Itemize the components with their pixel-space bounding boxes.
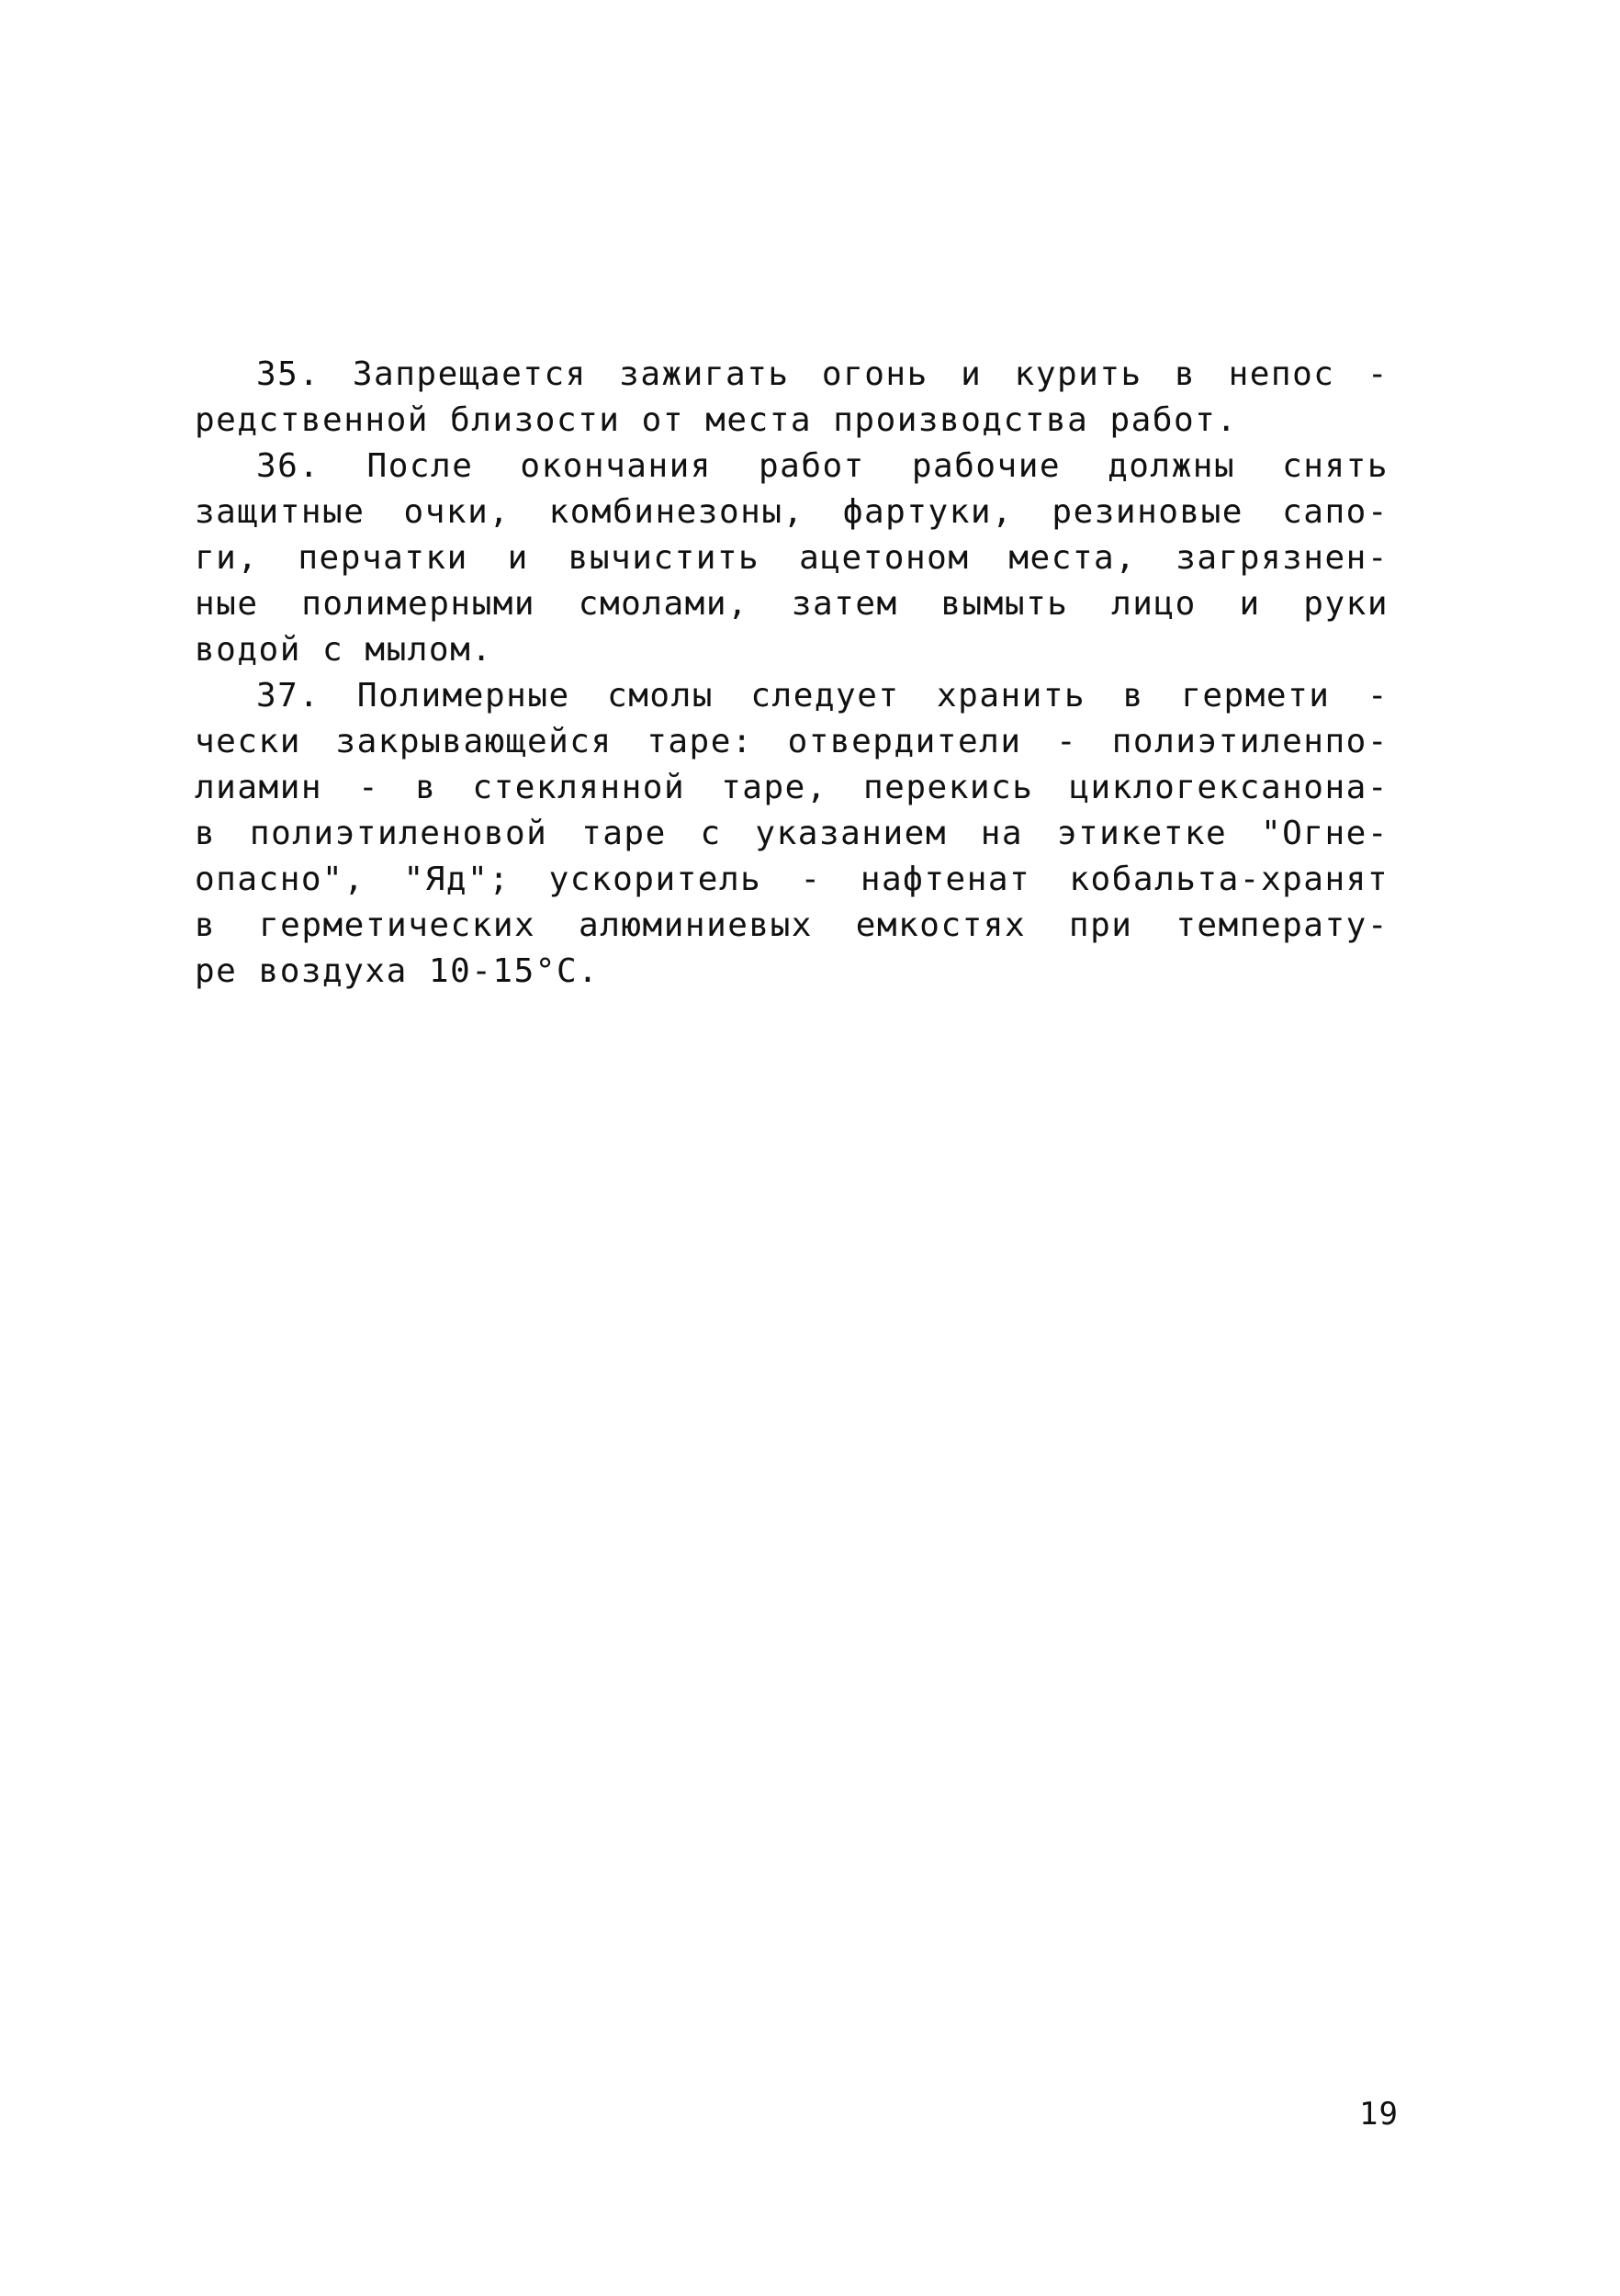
paragraph-line: 37. Полимерные смолы следует хранить в гермети - (256, 677, 1389, 715)
paragraph-line: защитные очки, комбинезоны, фартуки, резиновые сапо- (195, 493, 1389, 531)
paragraph-line: в герметических алюминиевых емкостях при температу- (195, 906, 1389, 944)
paragraph-line: 35. Запрещается зажигать огонь и курить в непос - (256, 355, 1389, 393)
paragraph-line: редственной близости от места производства работ. (195, 401, 1238, 439)
paragraph-35 (195, 352, 1389, 444)
paragraph-line: водой с мылом. (195, 631, 493, 669)
paragraph-line: опасно", "Яд"; ускоритель - нафтенат кобальта-хранят (195, 861, 1389, 898)
paragraph-line: лиамин - в стеклянной таре, перекись циклогексанона- (195, 769, 1389, 806)
paragraph-36 (195, 444, 1389, 673)
page-number: 19 (1359, 2096, 1399, 2133)
paragraph-37 (195, 673, 1389, 995)
paragraph-line: в полиэтиленовой таре с указанием на этикетке "Огне- (195, 815, 1389, 852)
document-body (195, 352, 1389, 995)
paragraph-line: ре воздуха 10-15°С. (195, 952, 600, 990)
paragraph-line: ги, перчатки и вычистить ацетоном места, загрязнен- (195, 539, 1389, 577)
paragraph-line: чески закрывающейся таре: отвердители - полиэтиленпо- (195, 723, 1389, 760)
paragraph-line: ные полимерными смолами, затем вымыть лицо и руки (195, 585, 1389, 623)
paragraph-line: 36. После окончания работ рабочие должны снять (256, 447, 1389, 485)
